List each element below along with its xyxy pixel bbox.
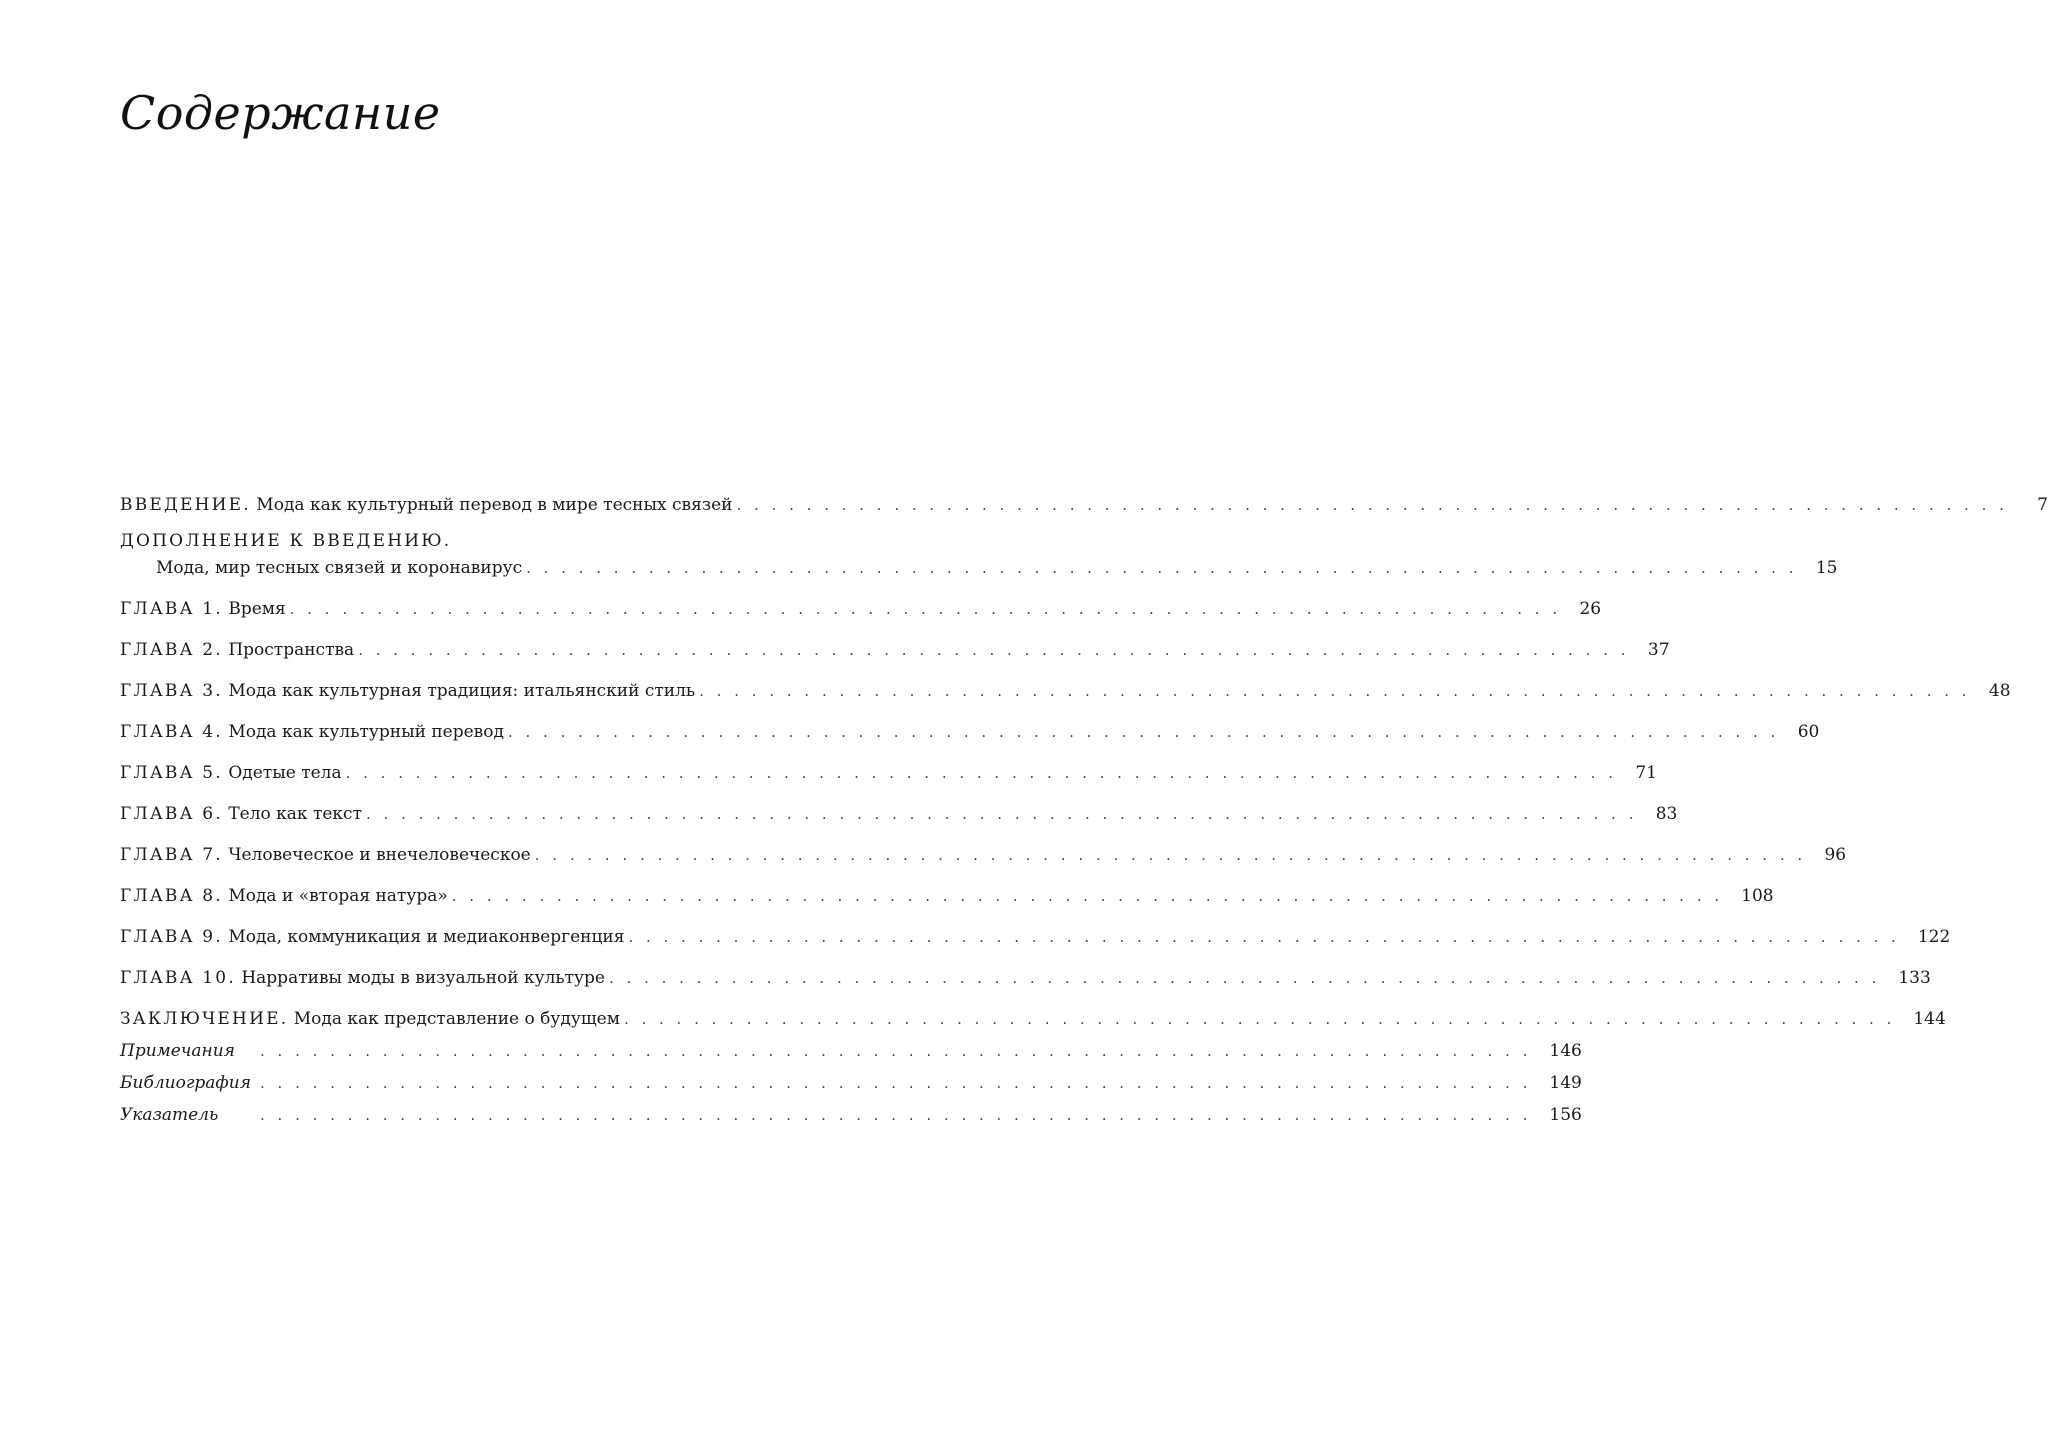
toc-title: Примечания: [120, 1041, 235, 1061]
toc-page-number: 149: [1549, 1073, 1582, 1093]
toc-title: Мода и «вторая натура»: [228, 886, 448, 906]
toc-chapter-label: ГЛАВА 8.: [120, 886, 223, 906]
table-of-contents: [120, 494, 2048, 1127]
dot-leader: . . . . . . . . . . . . . . . . . . . . . . . . . . . . . . . . . . . . . . . . . . . . . . . . . . . . . . . . . . . . . . . . . . . . . . . . .: [507, 723, 1780, 741]
dot-leader: . . . . . . . . . . . . . . . . . . . . . . . . . . . . . . . . . . . . . . . . . . . . . . . . . . . . . . . . . . . . . . . . . . . . . . . . .: [365, 805, 1638, 823]
dot-leader: . . . . . . . . . . . . . . . . . . . . . . . . . . . . . . . . . . . . . . . . . . . . . . . . . . . . . . . . . . . . . . . . . . . . . . . . .: [608, 969, 1881, 987]
dot-leader: . . . . . . . . . . . . . . . . . . . . . . . . . . . . . . . . . . . . . . . . . . . . . . . . . . . . . . . . . . . . . . . . . . . . . . . . .: [623, 1010, 1896, 1028]
toc-title: Мода, мир тесных связей и коронавирус: [156, 558, 523, 578]
toc-chapter-label: ВВЕДЕНИЕ.: [120, 495, 251, 515]
toc-page-number: 133: [1898, 968, 1931, 988]
toc-chapter-label: ДОПОЛНЕНИЕ К ВВЕДЕНИЮ.: [120, 531, 452, 551]
toc-page-number: 96: [1824, 845, 1847, 865]
dot-leader: . . . . . . . . . . . . . . . . . . . . . . . . . . . . . . . . . . . . . . . . . . . . . . . . . . . . . . . . . . . . . . . . . . . . . . . . .: [451, 887, 1724, 905]
toc-chapter-label: ГЛАВА 7.: [120, 845, 223, 865]
dot-leader: . . . . . . . . . . . . . . . . . . . . . . . . . . . . . . . . . . . . . . . . . . . . . . . . . . . . . . . . . . . . . . . . . . . . . . . . .: [736, 496, 2008, 514]
dot-leader: . . . . . . . . . . . . . . . . . . . . . . . . . . . . . . . . . . . . . . . . . . . . . . . . . . . . . . . . . . . . . . . . . . . . . . . . .: [699, 682, 1971, 700]
toc-page-number: 37: [1647, 640, 1670, 660]
toc-entry-introduction-addendum[interactable]: [120, 530, 1838, 580]
toc-page-number: 144: [1913, 1009, 1946, 1029]
dot-leader: . . . . . . . . . . . . . . . . . . . . . . . . . . . . . . . . . . . . . . . . . . . . . . . . . . . . . . . . . . . . . . . . . . . . . . . . .: [534, 846, 1807, 864]
toc-entry-chapter-8[interactable]: [120, 885, 1774, 908]
toc-title: Время: [228, 599, 286, 619]
toc-entry-chapter-5[interactable]: [120, 762, 1657, 785]
dot-leader: . . . . . . . . . . . . . . . . . . . . . . . . . . . . . . . . . . . . . . . . . . . . . . . . . . . . . . . . . . . . . . . . . . . . . . . . .: [260, 1074, 1532, 1092]
page-title: Содержание: [120, 86, 441, 140]
toc-page-number: 146: [1549, 1041, 1582, 1061]
dot-leader: . . . . . . . . . . . . . . . . . . . . . . . . . . . . . . . . . . . . . . . . . . . . . . . . . . . . . . . . . . . . . . . . . . . . . . . . .: [345, 764, 1617, 782]
dot-leader: . . . . . . . . . . . . . . . . . . . . . . . . . . . . . . . . . . . . . . . . . . . . . . . . . . . . . . . . . . . . . . . . . . . . . . . . .: [628, 928, 1900, 946]
toc-title: Нарративы моды в визуальной культуре: [241, 968, 605, 988]
toc-title: Тело как текст: [228, 804, 362, 824]
toc-chapter-label: ГЛАВА 6.: [120, 804, 223, 824]
toc-entry-introduction[interactable]: [120, 494, 2048, 517]
toc-title: Мода, коммуникация и медиаконвергенция: [228, 927, 625, 947]
toc-page-number: 122: [1917, 927, 1951, 947]
toc-chapter-label: ГЛАВА 1.: [120, 599, 223, 619]
toc-entry-chapter-6[interactable]: [120, 803, 1678, 826]
toc-chapter-label: ГЛАВА 5.: [120, 763, 223, 783]
toc-chapter-label: ГЛАВА 4.: [120, 722, 223, 742]
toc-title: Пространства: [228, 640, 355, 660]
toc-entry-bibliography[interactable]: [120, 1072, 1582, 1095]
dot-leader: . . . . . . . . . . . . . . . . . . . . . . . . . . . . . . . . . . . . . . . . . . . . . . . . . . . . . . . . . . . . . . . . . . . . . . . . .: [260, 1106, 1532, 1124]
toc-entry-notes[interactable]: [120, 1040, 1582, 1063]
dot-leader: . . . . . . . . . . . . . . . . . . . . . . . . . . . . . . . . . . . . . . . . . . . . . . . . . . . . . . . . . . . . . . . . . . . . . . . . .: [526, 559, 1798, 577]
dot-leader: . . . . . . . . . . . . . . . . . . . . . . . . . . . . . . . . . . . . . . . . . . . . . . . . . . . . . . . . . . . . . . . . . . . . . . . . .: [289, 600, 1562, 618]
toc-entry-index[interactable]: [120, 1104, 1582, 1127]
toc-title: Одетые тела: [228, 763, 342, 783]
toc-title: Мода как представление о будущем: [293, 1009, 620, 1029]
toc-page-number: 60: [1797, 722, 1820, 742]
toc-page-number: 26: [1579, 599, 1602, 619]
toc-entry-chapter-3[interactable]: [120, 680, 2011, 703]
toc-page-number: 83: [1655, 804, 1678, 824]
toc-title: Библиография: [120, 1073, 251, 1093]
toc-entry-chapter-4[interactable]: [120, 721, 1820, 744]
toc-chapter-label: ГЛАВА 3.: [120, 681, 223, 701]
toc-entry-chapter-10[interactable]: [120, 967, 1931, 990]
toc-entry-chapter-7[interactable]: [120, 844, 1847, 867]
toc-title: Мода как культурный перевод: [228, 722, 504, 742]
toc-page-number: 15: [1815, 558, 1838, 578]
toc-title: Указатель: [120, 1105, 219, 1125]
toc-chapter-label: ГЛАВА 2.: [120, 640, 223, 660]
toc-entry-chapter-1[interactable]: [120, 598, 1602, 621]
toc-page-number: 71: [1635, 763, 1657, 783]
toc-entry-chapter-2[interactable]: [120, 639, 1670, 662]
toc-page-number: 48: [1988, 681, 2011, 701]
toc-page-number: 108: [1741, 886, 1774, 906]
toc-title: Мода как культурный перевод в мире тесных связей: [256, 495, 733, 515]
toc-page-number: 156: [1549, 1105, 1582, 1125]
toc-page-number: 7: [2037, 495, 2048, 515]
toc-chapter-label: ЗАКЛЮЧЕНИЕ.: [120, 1009, 289, 1029]
dot-leader: . . . . . . . . . . . . . . . . . . . . . . . . . . . . . . . . . . . . . . . . . . . . . . . . . . . . . . . . . . . . . . . . . . . . . . . . .: [358, 641, 1630, 659]
toc-entry-chapter-9[interactable]: [120, 926, 1951, 949]
toc-chapter-label: ГЛАВА 10.: [120, 968, 236, 988]
toc-title: Мода как культурная традиция: итальянский стиль: [228, 681, 696, 701]
toc-chapter-label: ГЛАВА 9.: [120, 927, 223, 947]
toc-entry-conclusion[interactable]: [120, 1008, 1946, 1031]
dot-leader: . . . . . . . . . . . . . . . . . . . . . . . . . . . . . . . . . . . . . . . . . . . . . . . . . . . . . . . . . . . . . . . . . . . . . . . . .: [260, 1042, 1532, 1060]
toc-title: Человеческое и внечеловеческое: [228, 845, 531, 865]
